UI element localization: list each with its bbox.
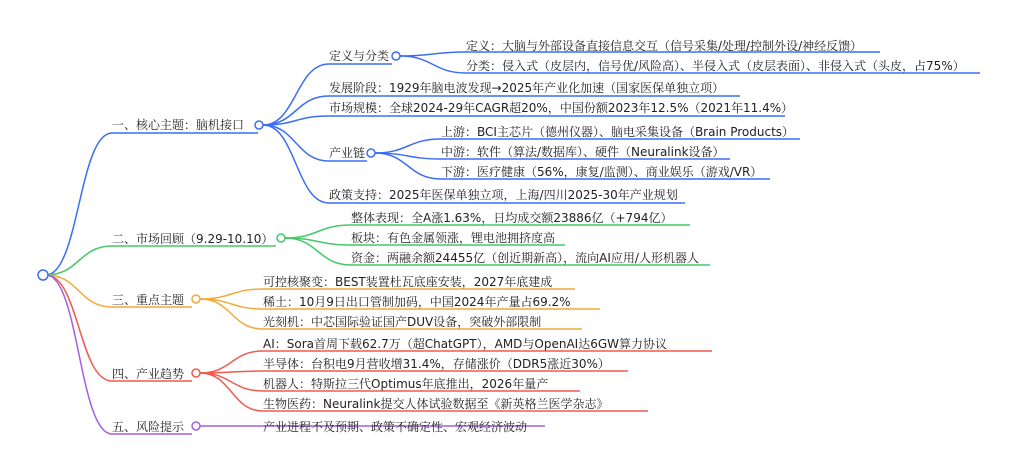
leaf-chain-downstream: 下游：医疗健康（56%，康复/监测）、商业娱乐（游戏/VR）: [441, 165, 763, 179]
leaf-market-size: 市场规模：全球2024-29年CAGR超20%，中国份额2023年12.5%（2021年11.4%）: [329, 101, 794, 115]
branch-core-topic[interactable]: 一、核心主题：脑机接口: [112, 118, 245, 132]
edge-def-leaf1: [400, 56, 466, 73]
leaf-robotics: 机器人：特斯拉三代Optimus年底推出，2026年量产: [263, 377, 549, 391]
branch3-node-dot[interactable]: [192, 295, 200, 303]
edge-b4-leaf2: [200, 373, 263, 391]
leaf-overall-performance: 整体表现：全A涨1.63%，日均成交额23886亿（+794亿）: [351, 211, 673, 225]
leaf-development-stage: 发展阶段：1929年脑电波发现→2025年产业化加速（国家医保单独立项）: [329, 81, 725, 95]
branch-key-topics[interactable]: 三、重点主题: [112, 293, 185, 307]
edge-root-branch1: [46, 133, 112, 275]
leaf-capital-flow: 资金：两融余额24455亿（创近期新高），流向AI应用/人形机器人: [351, 251, 699, 265]
edge-chain-leaf0: [375, 139, 441, 153]
root-node-dot[interactable]: [38, 270, 48, 280]
branch2-node-dot[interactable]: [277, 234, 285, 242]
branch-risk-warning[interactable]: 五、风险提示: [112, 420, 185, 434]
edge-b4-leaf0: [200, 351, 263, 373]
edge-def-leaf0: [400, 52, 466, 56]
edge-b4-leaf3: [200, 373, 263, 411]
edge-b3-leaf0: [200, 289, 263, 299]
edge-b2-leaf0: [285, 225, 351, 238]
edge-b1-policy: [263, 125, 329, 203]
leaf-nuclear-fusion: 可控核聚变：BEST装置杜瓦底座安装，2027年底建成: [263, 275, 553, 289]
leaf-semiconductor: 半导体：台积电9月营收增31.4%，存储涨价（DDR5涨近30%）: [263, 357, 610, 371]
leaf-chain-upstream: 上游：BCI主芯片（德州仪器）、脑电采集设备（Brain Products）: [441, 125, 795, 139]
leaf-ai: AI：Sora首周下载62.7万（超ChatGPT），AMD与OpenAI达6GW算力协议: [263, 337, 668, 351]
leaf-lithography: 光刻机：中芯国际验证国产DUV设备，突破外部限制: [263, 315, 542, 329]
leaf-sectors: 板块：有色金属领涨，锂电池拥挤度高: [351, 231, 556, 245]
leaf-risks: 产业进程不及预期、政策不确定性、宏观经济波动: [263, 420, 528, 434]
edge-chain-leaf2: [375, 153, 441, 179]
branch-market-review[interactable]: 二、市场回顾（9.29-10.10）: [112, 232, 274, 246]
chain-node-dot[interactable]: [367, 149, 375, 157]
node-industry-chain[interactable]: 产业链: [329, 146, 366, 160]
branch1-node-dot[interactable]: [255, 121, 263, 129]
edge-root-branch5: [46, 275, 112, 434]
node-definition-classification[interactable]: 定义与分类: [329, 49, 390, 63]
leaf-rare-earth: 稀土：10月9日出口管制加码，中国2024年产量占69.2%: [263, 295, 571, 309]
branch-industry-trends[interactable]: 四、产业趋势: [112, 367, 185, 381]
leaf-classification: 分类：侵入式（皮层内，信号优/风险高）、半侵入式（皮层表面）、非侵入式（头皮，占75%）: [466, 59, 965, 73]
branch5-node-dot[interactable]: [192, 422, 200, 430]
leaf-biomedicine: 生物医药：Neuralink提交人体试验数据至《新英格兰医学杂志》: [263, 397, 609, 411]
edge-b1-chain: [263, 125, 329, 161]
branch4-node-dot[interactable]: [192, 369, 200, 377]
leaf-definition: 定义：大脑与外部设备直接信息交互（信号采集/处理/控制外设/神经反馈）: [466, 39, 863, 53]
definition-node-dot[interactable]: [392, 52, 400, 60]
leaf-policy-support: 政策支持：2025年医保单独立项，上海/四川2025-30年产业规划: [329, 188, 678, 202]
leaf-chain-midstream: 中游：软件（算法/数据库）、硬件（Neuralink设备）: [441, 145, 725, 159]
